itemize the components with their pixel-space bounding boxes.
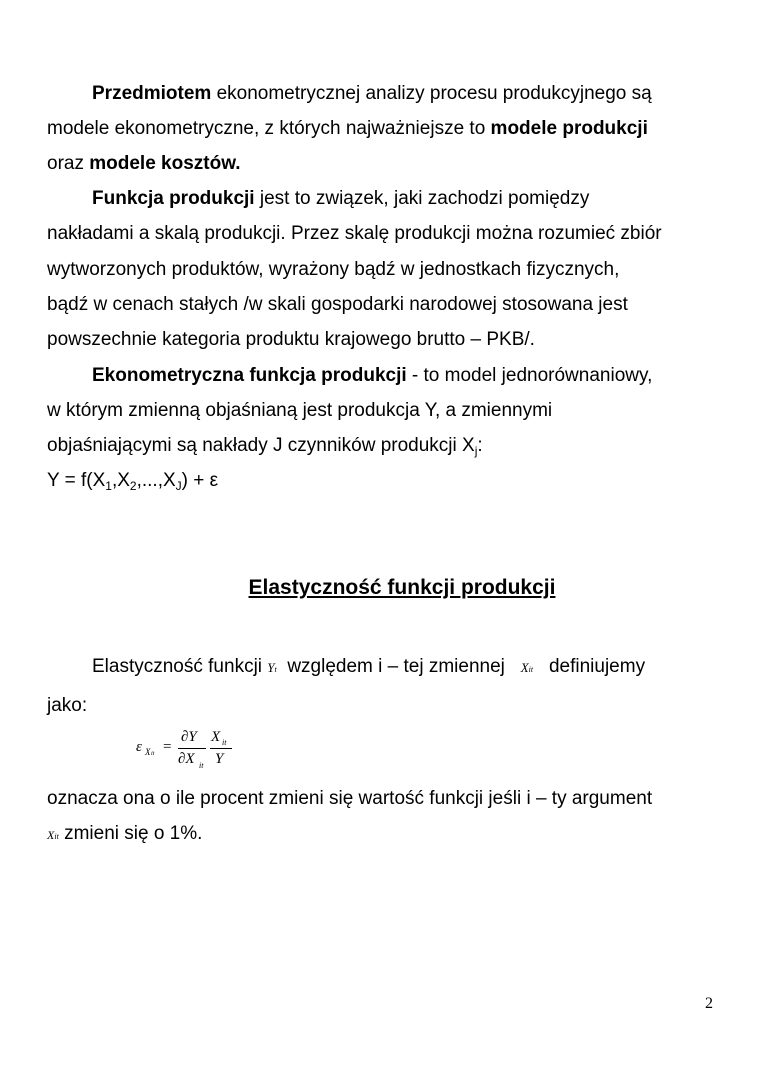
denominator-dx: ∂X	[178, 751, 195, 767]
term-funkcja-produkcji: Funkcja produkcji	[92, 188, 255, 209]
paragraph-3-line-1: Ekonometryczna funkcja produkcji - to model jednorównaniowy,	[92, 365, 653, 386]
fraction-bar-2	[210, 748, 232, 749]
elasticity-intro-line: Elastyczność funkcji Yt względem i – tej zmiennej Xit definiujemy	[92, 656, 646, 677]
variable-x-it: X	[47, 828, 55, 842]
paragraph-1-line-2: modele ekonometryczne, z których najważniejsze to modele produkcji	[47, 118, 648, 139]
term-modele-produkcji: modele produkcji	[490, 118, 648, 139]
jako-line: jako:	[47, 695, 88, 716]
denominator-y: Y	[215, 751, 224, 767]
epsilon-symbol: ε	[136, 739, 142, 755]
explanation-line-2: Xit zmieni się o 1%.	[47, 823, 203, 844]
elasticity-formula: ε X it = ∂Y ∂X it X it Y	[136, 728, 256, 772]
fraction-bar-1	[178, 748, 206, 749]
term-przedmiotem: Przedmiotem	[92, 83, 212, 104]
term-ekonometryczna-funkcja-produkcji: Ekonometryczna funkcja produkcji	[92, 365, 407, 386]
production-function-equation: $Y = f(X_1,X_2,...,X_J) + \varepsilon$	[47, 470, 219, 493]
numerator-dy: ∂Y	[181, 729, 197, 745]
term-modele-kosztow: modele kosztów.	[89, 153, 241, 174]
variable-x: X	[520, 660, 529, 675]
paragraph-2-line-4: bądź w cenach stałych /w skali gospodarki narodowej stosowana jest	[47, 294, 628, 315]
variable-y: Y	[267, 660, 275, 675]
paragraph-2-line-1: Funkcja produkcji jest to związek, jaki zachodzi pomiędzy	[92, 188, 590, 209]
paragraph-1-line-1: Przedmiotem ekonometrycznej analizy procesu produkcyjnego są	[92, 83, 652, 104]
paragraph-2-line-5: powszechnie kategoria produktu krajowego brutto – PKB/.	[47, 329, 535, 350]
paragraph-1-line-3: oraz modele kosztów.	[47, 153, 241, 174]
paragraph-2-line-3: wytworzonych produktów, wyrażony bądź w jednostkach fizycznych,	[47, 259, 620, 280]
section-heading: Elastyczność funkcji produkcji	[248, 576, 556, 599]
explanation-line-1: oznacza ona o ile procent zmieni się wartość funkcji jeśli i – ty argument	[47, 788, 653, 809]
numerator-x: X	[211, 729, 221, 745]
paragraph-2-line-2: nakładami a skalą produkcji. Przez skalę produkcji można rozumieć zbiór	[47, 223, 662, 244]
page-number: 2	[705, 995, 713, 1012]
paragraph-3-line-2: w którym zmienną objaśnianą jest produkcja Y, a zmiennymi	[47, 400, 553, 421]
paragraph-3-line-3: objaśniającymi są nakłady J czynników produkcji $X_j$:	[47, 435, 483, 458]
